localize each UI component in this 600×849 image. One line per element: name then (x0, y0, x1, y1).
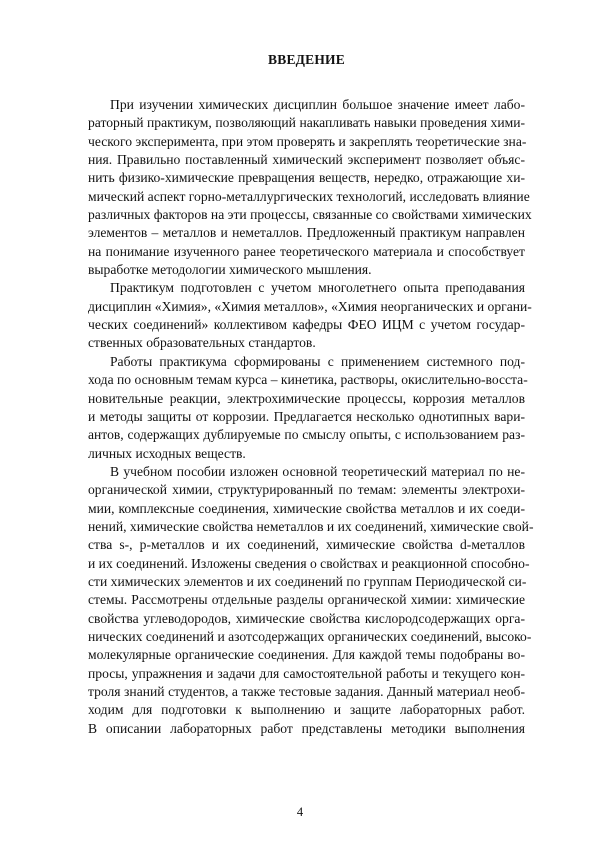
text-line: ства s-, p-металлов и их соединений, химические свойства d-металлов (88, 537, 525, 553)
text-line: нических соединений и азотсодержащих органических соединений, высоко- (88, 628, 532, 644)
text-line: мии, комплексные соединения, химические свойства металлов и их соеди- (88, 500, 525, 516)
text-line: ческих соединений» коллективом кафедры ФЕО ИЦМ с учетом государ- (88, 317, 525, 333)
text-line: ходим для подготовки к выполнению и защите лабораторных работ. (88, 702, 525, 718)
paragraph (88, 463, 534, 738)
text-line: ственных образовательных стандартов. (88, 335, 316, 351)
text-line: различных факторов на эти процессы, связанные со свойствами химических (88, 207, 532, 223)
text-line: ческого эксперимента, при этом проверять и закреплять теоретические зна- (88, 133, 527, 149)
text-line: нений, химические свойства неметаллов и их соединений, химические свой- (88, 518, 534, 534)
text-line: При изучении химических дисциплин большое значение имеет лабо- (110, 97, 525, 112)
text-line: элементов – металлов и неметаллов. Предложенный практикум направлен (88, 225, 525, 241)
text-line: на понимание изученного ранее теоретического материала и способствует (88, 243, 525, 259)
text-line: мический аспект горно-металлургических технологий, исследовать влияние (88, 188, 530, 204)
text-line: дисциплин «Химия», «Химия металлов», «Химия неорганических и органи- (88, 298, 532, 314)
text-line: стемы. Рассмотрены отдельные разделы органической химии: химические (88, 592, 525, 608)
text-line: антов, содержащих дублируемые по смыслу опыты, с использованием раз- (88, 427, 525, 443)
text-line: выработке методологии химического мышления. (88, 262, 372, 278)
body-text (88, 96, 534, 738)
text-line: новительные реакции, электрохимические процессы, коррозия металлов (88, 390, 525, 406)
text-line: и их соединений. Изложены сведения о свойствах и реакционной способно- (88, 555, 530, 571)
text-line: молекулярные органические соединения. Для каждой темы подобраны во- (88, 647, 525, 663)
paragraph (88, 279, 532, 352)
paragraph (88, 353, 528, 463)
text-line: Работы практикума сформированы с применением системного под- (110, 353, 525, 369)
text-line: раторный практикум, позволяющий накапливать навыки проведения хими- (88, 115, 525, 131)
paragraph (88, 96, 532, 279)
text-line: личных исходных веществ. (88, 445, 246, 461)
text-line: свойства углеводородов, химические свойства кислородсодержащих орга- (88, 610, 525, 626)
text-line: органической химии, структурированный по темам: элементы электрохи- (88, 482, 525, 498)
text-line: ния. Правильно поставленный химический эксперимент позволяет объяс- (88, 152, 525, 168)
page-title: ВВЕДЕНИЕ (268, 52, 345, 67)
text-line: просы, упражнения и задачи для самостоятельной работы и текущего кон- (88, 665, 525, 681)
text-line: троля знаний студентов, а также тестовые задания. Данный материал необ- (88, 684, 525, 699)
document-page (88, 52, 534, 738)
text-line: В описании лабораторных работ представлены методики выполнения (88, 720, 525, 736)
text-line: Практикум подготовлен с учетом многолетнего опыта преподавания (110, 280, 525, 296)
text-line: сти химических элементов и их соединений по группам Периодической си- (88, 573, 527, 589)
text-line: нить физико-химические превращения веществ, нередко, отражающие хи- (88, 170, 525, 186)
text-line: хода по основным темам курса – кинетика, растворы, окислительно-восста- (88, 372, 528, 388)
text-line: и методы защиты от коррозии. Предлагается несколько однотипных вари- (88, 408, 525, 424)
page-number: 4 (296, 805, 304, 819)
text-line: В учебном пособии изложен основной теоретический материал по не- (110, 463, 525, 479)
